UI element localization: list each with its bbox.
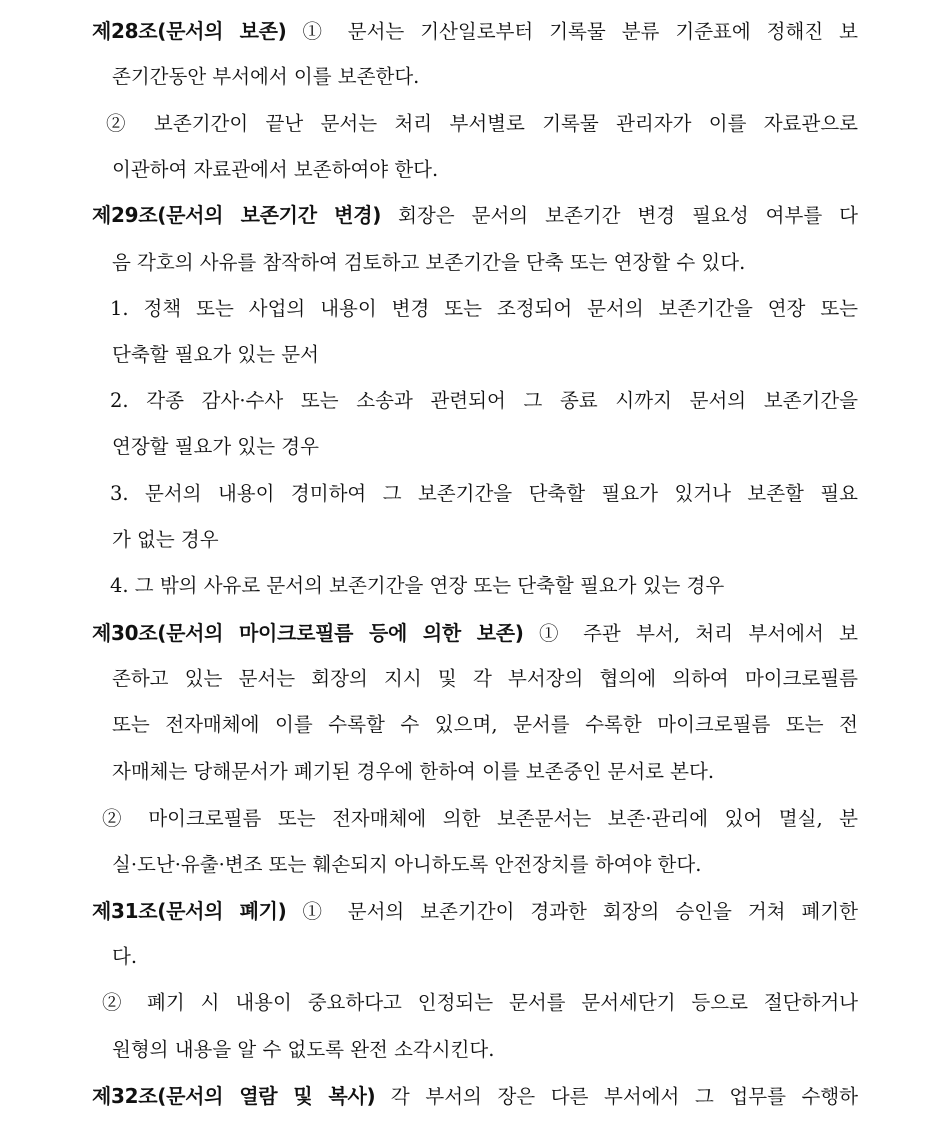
article-31-line-4: 원형의 내용을 알 수 없도록 완전 소각시킨다. (112, 1038, 495, 1061)
article-28-line-3: ② 보존기간이 끝난 문서는 처리 부서별로 기록물 관리자가 이를 자료관으로 (106, 112, 858, 135)
article-30-first-line (92, 620, 858, 647)
article-30-line-6: 실·도난·유출·변조 또는 훼손되지 아니하도록 안전장치를 하여야 한다. (112, 853, 702, 876)
article-31-first-line (92, 898, 858, 925)
article-29-item-1: 1. 정책 또는 사업의 내용이 변경 또는 조정되어 문서의 보존기간을 연장 또는 (110, 297, 858, 320)
article-28-line-1: ① 문서는 기산일로부터 기록물 분류 기준표에 정해진 보 (302, 20, 859, 43)
article-31-heading: 제31조(문서의 폐기) (92, 899, 287, 923)
article-32-heading: 제32조(문서의 열람 및 복사) (92, 1084, 376, 1108)
article-31-line-1: ① 문서의 보존기간이 경과한 회장의 승인을 거쳐 폐기한 (302, 900, 859, 923)
article-28-line-2: 존기간동안 부서에서 이를 보존한다. (112, 65, 420, 88)
article-29-line-1: 회장은 문서의 보존기간 변경 필요성 여부를 다 (398, 204, 859, 227)
article-28-first-line (92, 18, 858, 45)
article-29-item-3-cont: 가 없는 경우 (112, 528, 219, 551)
article-30-heading: 제30조(문서의 마이크로필름 등에 의한 보존) (92, 621, 524, 645)
article-29-item-4: 4. 그 밖의 사유로 문서의 보존기간을 연장 또는 단축할 필요가 있는 경우 (110, 574, 725, 597)
article-29-item-2: 2. 각종 감사·수사 또는 소송과 관련되어 그 종료 시까지 문서의 보존기간을 (110, 389, 858, 412)
article-30-line-2: 존하고 있는 문서는 회장의 지시 및 각 부서장의 협의에 의하여 마이크로필름 (112, 667, 858, 690)
article-29-item-3: 3. 문서의 내용이 경미하여 그 보존기간을 단축할 필요가 있거나 보존할 필요 (110, 482, 858, 505)
article-31-line-3: ② 폐기 시 내용이 중요하다고 인정되는 문서를 문서세단기 등으로 절단하거나 (102, 991, 858, 1014)
article-30-line-5: ② 마이크로필름 또는 전자매체에 의한 보존문서는 보존·관리에 있어 멸실, 분 (102, 807, 858, 830)
article-30-line-4: 자매체는 당해문서가 폐기된 경우에 한하여 이를 보존중인 문서로 본다. (112, 760, 715, 783)
article-32-first-line (92, 1083, 858, 1110)
article-29-heading: 제29조(문서의 보존기간 변경) (92, 203, 382, 227)
article-31-line-2: 다. (112, 945, 138, 968)
article-30-line-1: ① 주관 부서, 처리 부서에서 보 (539, 622, 859, 645)
article-29-first-line (92, 202, 858, 229)
article-28-heading: 제28조(문서의 보존) (92, 19, 287, 43)
article-30-line-3: 또는 전자매체에 이를 수록할 수 있으며, 문서를 수록한 마이크로필름 또는 전 (112, 713, 858, 736)
article-29-item-2-cont: 연장할 필요가 있는 경우 (112, 435, 319, 458)
article-32-line-1: 각 부서의 장은 다른 부서에서 그 업무를 수행하 (390, 1085, 859, 1108)
article-29-line-2: 음 각호의 사유를 참작하여 검토하고 보존기간을 단축 또는 연장할 수 있다. (112, 251, 746, 274)
article-29-item-1-cont: 단축할 필요가 있는 문서 (112, 343, 319, 366)
article-28-line-4: 이관하여 자료관에서 보존하여야 한다. (112, 158, 439, 181)
